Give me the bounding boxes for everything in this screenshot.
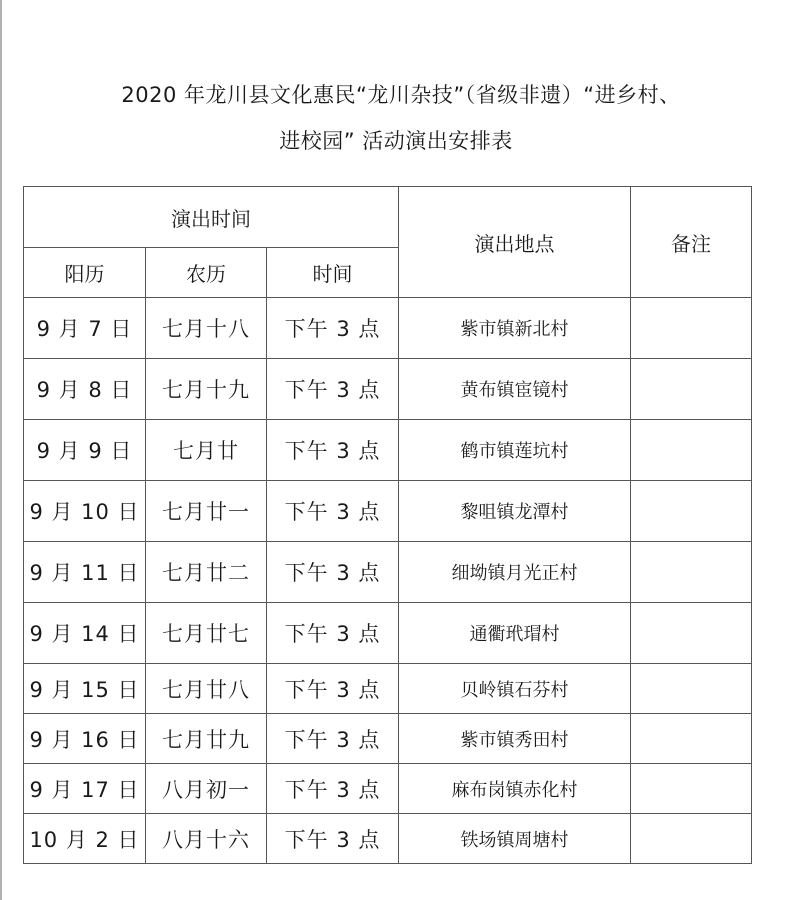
lunar-date-cell: 七月廿一: [146, 481, 267, 542]
remark-cell: [631, 714, 752, 764]
solar-date-cell: 9 月 10 日: [24, 481, 146, 542]
venue-cell: 紫市镇新北村: [399, 298, 631, 359]
header-venue: 演出地点: [399, 187, 631, 298]
lunar-date-cell: 七月廿二: [146, 542, 267, 603]
lunar-date-cell: 七月廿: [146, 420, 267, 481]
venue-cell: 通衢玳瑁村: [399, 603, 631, 664]
document-title-line-2: 进校园” 活动演出安排表: [279, 129, 513, 153]
time-cell: 下午 3 点: [267, 542, 399, 603]
lunar-date-cell: 七月十八: [146, 298, 267, 359]
header-row-top: [24, 187, 752, 248]
remark-cell: [631, 420, 752, 481]
table-row: [24, 359, 752, 420]
venue-cell: 紫市镇秀田村: [399, 714, 631, 764]
header-solar: 阳历: [24, 248, 146, 298]
time-cell: 下午 3 点: [267, 664, 399, 714]
time-cell: 下午 3 点: [267, 814, 399, 864]
venue-cell: 铁场镇周塘村: [399, 814, 631, 864]
venue-cell: 细坳镇月光正村: [399, 542, 631, 603]
table-row: [24, 603, 752, 664]
remark-cell: [631, 481, 752, 542]
solar-date-cell: 9 月 15 日: [24, 664, 146, 714]
header-performance-time: 演出时间: [24, 187, 399, 248]
time-cell: 下午 3 点: [267, 714, 399, 764]
solar-date-cell: 9 月 11 日: [24, 542, 146, 603]
solar-date-cell: 9 月 14 日: [24, 603, 146, 664]
remark-cell: [631, 359, 752, 420]
remark-cell: [631, 764, 752, 814]
remark-cell: [631, 298, 752, 359]
lunar-date-cell: 八月十六: [146, 814, 267, 864]
lunar-date-cell: 七月廿九: [146, 714, 267, 764]
header-lunar: 农历: [146, 248, 267, 298]
time-cell: 下午 3 点: [267, 764, 399, 814]
remark-cell: [631, 814, 752, 864]
table-row: [24, 664, 752, 714]
lunar-date-cell: 七月廿七: [146, 603, 267, 664]
solar-date-cell: 9 月 17 日: [24, 764, 146, 814]
table-row: [24, 420, 752, 481]
remark-cell: [631, 603, 752, 664]
remark-cell: [631, 542, 752, 603]
solar-date-cell: 9 月 9 日: [24, 420, 146, 481]
table-row: [24, 764, 752, 814]
time-cell: 下午 3 点: [267, 481, 399, 542]
header-time: 时间: [267, 248, 399, 298]
table-row: [24, 714, 752, 764]
table-row: [24, 814, 752, 864]
table-row: [24, 542, 752, 603]
time-cell: 下午 3 点: [267, 420, 399, 481]
venue-cell: 麻布岗镇赤化村: [399, 764, 631, 814]
lunar-date-cell: 七月十九: [146, 359, 267, 420]
time-cell: 下午 3 点: [267, 298, 399, 359]
remark-cell: [631, 664, 752, 714]
solar-date-cell: 10 月 2 日: [24, 814, 146, 864]
document-title-line-1: 2020 年龙川县文化惠民“龙川杂技”（省级非遗）“进乡村、: [121, 83, 681, 107]
lunar-date-cell: 八月初一: [146, 764, 267, 814]
table-row: [24, 481, 752, 542]
time-cell: 下午 3 点: [267, 603, 399, 664]
solar-date-cell: 9 月 8 日: [24, 359, 146, 420]
venue-cell: 鹤市镇莲坑村: [399, 420, 631, 481]
table-row: [24, 298, 752, 359]
schedule-table: [23, 186, 752, 864]
solar-date-cell: 9 月 7 日: [24, 298, 146, 359]
venue-cell: 贝岭镇石芬村: [399, 664, 631, 714]
time-cell: 下午 3 点: [267, 359, 399, 420]
venue-cell: 黎咀镇龙潭村: [399, 481, 631, 542]
venue-cell: 黄布镇宦镜村: [399, 359, 631, 420]
header-remarks: 备注: [631, 187, 752, 298]
solar-date-cell: 9 月 16 日: [24, 714, 146, 764]
lunar-date-cell: 七月廿八: [146, 664, 267, 714]
